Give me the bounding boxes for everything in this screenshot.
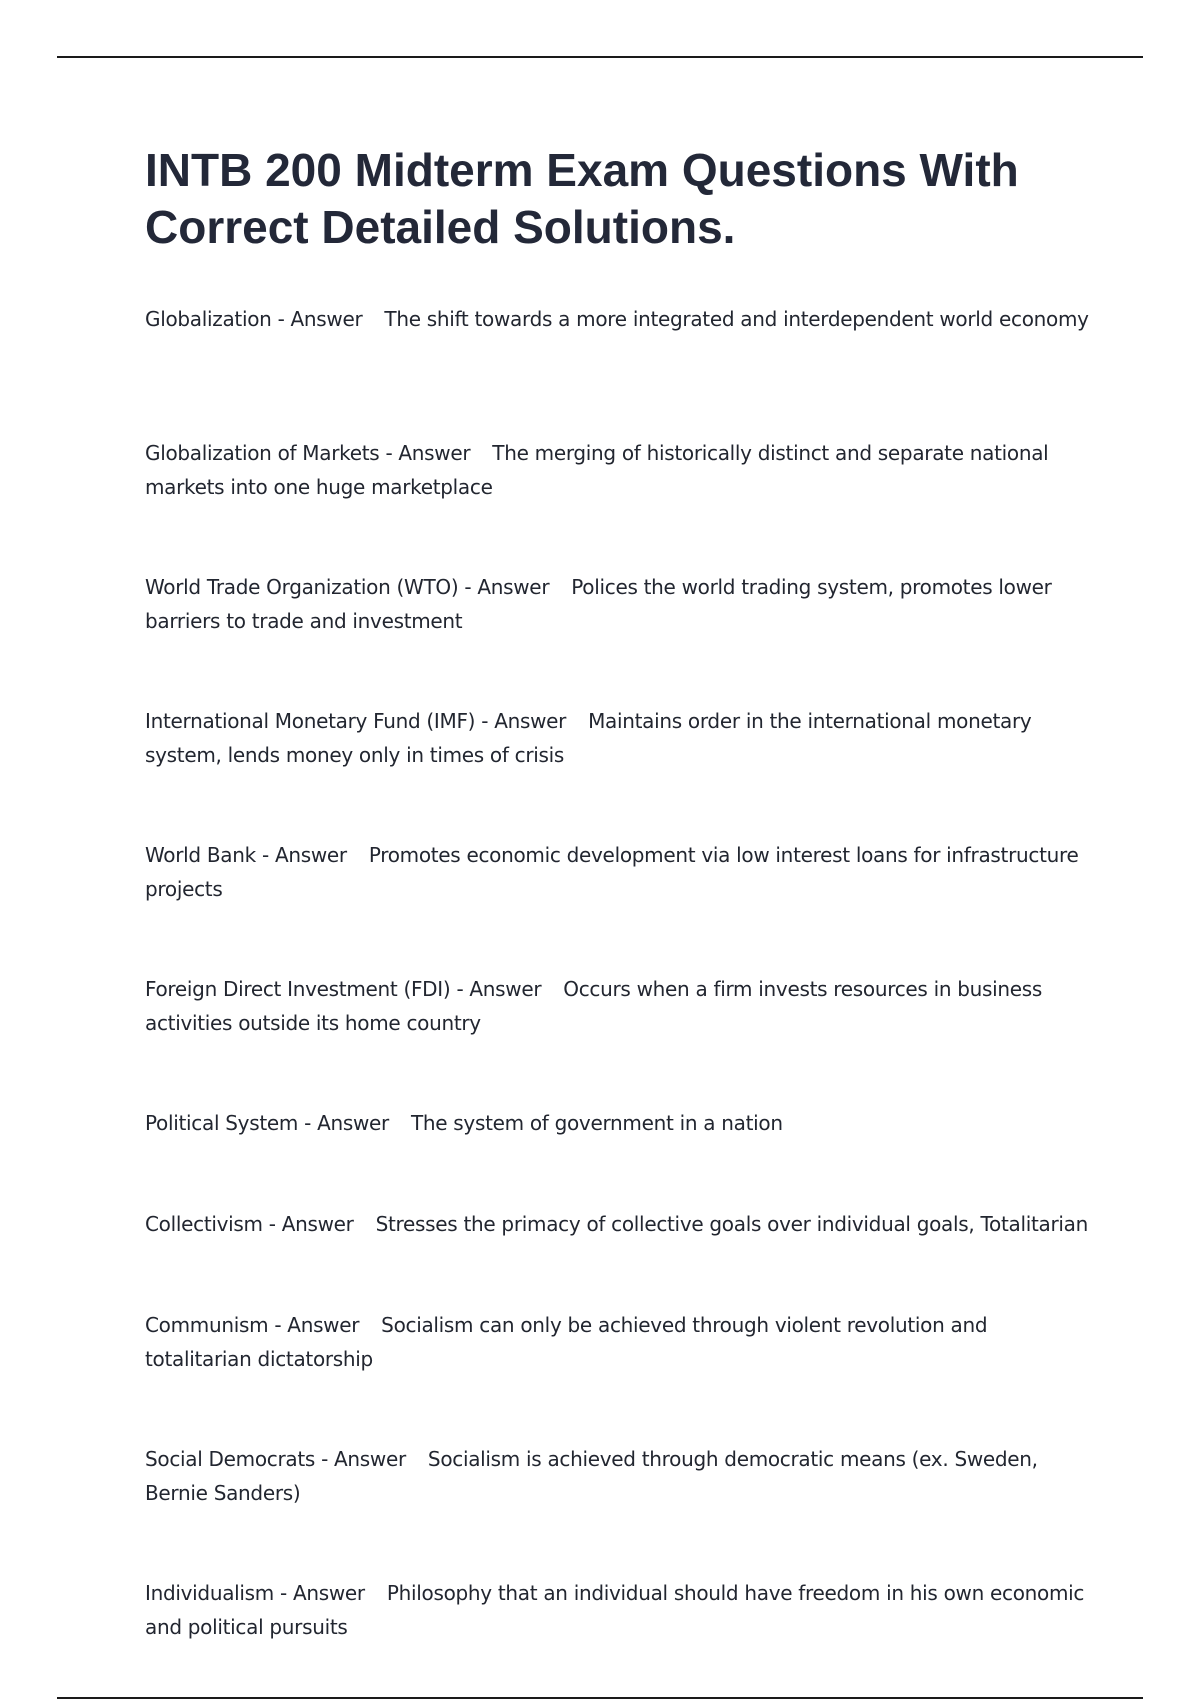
entry-term: World Bank - Answer xyxy=(145,843,347,867)
entry-definition: Occurs when a firm invests resources in business activities outside its home country xyxy=(145,977,1043,1035)
qa-entry xyxy=(145,436,1095,504)
qa-entry xyxy=(145,1576,1095,1644)
qa-entry xyxy=(145,302,1095,336)
entry-definition: Socialism can only be achieved through violent revolution and totalitarian dictatorship xyxy=(145,1313,988,1371)
entry-definition: The shift towards a more integrated and interdependent world economy xyxy=(384,307,1089,331)
entry-term: Foreign Direct Investment (FDI) - Answer xyxy=(145,977,542,1001)
entry-term: Political System - Answer xyxy=(145,1111,389,1135)
entry-term: Globalization of Markets - Answer xyxy=(145,441,471,465)
entry-term: Globalization - Answer xyxy=(145,307,363,331)
bottom-rule xyxy=(57,1697,1143,1699)
qa-entry xyxy=(145,1308,1095,1376)
entry-term: Social Democrats - Answer xyxy=(145,1447,406,1471)
entry-term: World Trade Organization (WTO) - Answer xyxy=(145,575,550,599)
qa-entry xyxy=(145,1442,1095,1510)
qa-entry xyxy=(145,704,1095,772)
entry-definition: Promotes economic development via low interest loans for infrastructure projects xyxy=(145,843,1079,901)
entry-definition: Polices the world trading system, promotes lower barriers to trade and investment xyxy=(145,575,1052,633)
entry-term: Collectivism - Answer xyxy=(145,1212,354,1236)
qa-entry xyxy=(145,838,1095,906)
entry-definition: Stresses the primacy of collective goals over individual goals, Totalitarian xyxy=(375,1212,1088,1236)
entry-definition: Socialism is achieved through democratic means (ex. Sweden, Bernie Sanders) xyxy=(145,1447,1038,1505)
top-rule xyxy=(57,56,1143,58)
entry-term: Communism - Answer xyxy=(145,1313,360,1337)
entry-term: Individualism - Answer xyxy=(145,1581,365,1605)
qa-entry xyxy=(145,972,1095,1040)
entry-definition: Maintains order in the international monetary system, lends money only in times of crisis xyxy=(145,709,1032,767)
entry-definition: The system of government in a nation xyxy=(410,1111,783,1135)
document-title: INTB 200 Midterm Exam Questions With Correct Detailed Solutions. xyxy=(145,144,1019,253)
entry-definition: The merging of historically distinct and separate national markets into one huge marketplace xyxy=(145,441,1049,499)
qa-entry xyxy=(145,570,1095,638)
qa-entry xyxy=(145,1106,1095,1140)
qa-entry xyxy=(145,1207,1095,1241)
entry-term: International Monetary Fund (IMF) - Answer xyxy=(145,709,567,733)
entry-definition: Philosophy that an individual should have freedom in his own economic and political pursuits xyxy=(145,1581,1085,1639)
